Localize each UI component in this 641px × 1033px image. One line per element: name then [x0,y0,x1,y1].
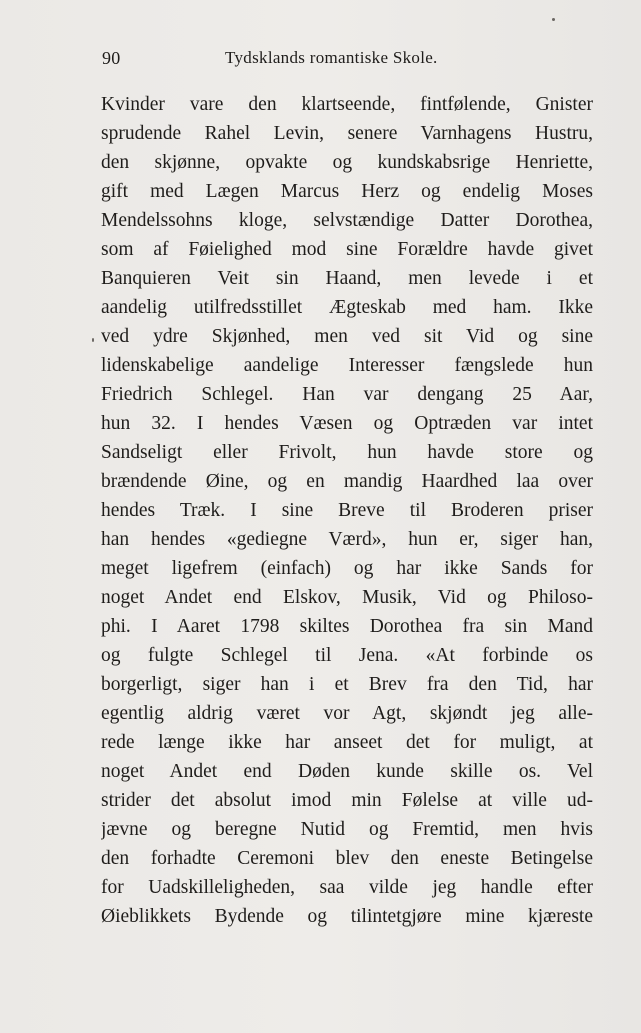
paper-speck [92,338,94,342]
text-line: hun 32. I hendes Væsen og Optræden var intet [101,413,593,435]
text-line: Sandseligt eller Frivolt, hun havde store og [101,442,593,464]
text-line: Øieblikkets Bydende og tilintetgjøre mine kjæreste [101,906,593,928]
text-line: jævne og beregne Nutid og Fremtid, men hvis [101,819,593,841]
text-line: for Uadskilleligheden, saa vilde jeg handle efter [101,877,593,899]
text-line: egentlig aldrig været vor Agt, skjøndt jeg alle- [101,703,593,725]
text-line: noget Andet end Døden kunde skille os. Vel [101,761,593,783]
text-line: Kvinder vare den klartseende, fintfølende, Gnister [101,94,593,115]
text-line: phi. I Aaret 1798 skiltes Dorothea fra sin Mand [101,616,593,638]
text-line: brændende Øine, og en mandig Haardhed laa over [101,471,593,493]
body-text [101,90,593,931]
text-line: meget ligefrem (einfach) og har ikke Sands for [101,558,593,580]
page-header [100,48,594,74]
text-line: han hendes «gediegne Værd», hun er, siger han, [101,529,593,551]
text-line: den forhadte Ceremoni blev den eneste Betingelse [101,848,593,870]
text-line: hendes Træk. I sine Breve til Broderen priser [101,500,593,522]
text-line: Mendelssohns kloge, selvstændige Datter Dorothea, [101,210,593,232]
text-line: strider det absolut imod min Følelse at ville ud- [101,790,593,812]
text-line: som af Føielighed mod sine Forældre havde givet [101,239,593,261]
text-line: lidenskabelige aandelige Interesser fængslede hun [101,355,593,377]
page-number: 90 [102,48,121,68]
text-line: sprudende Rahel Levin, senere Varnhagens Hustru, [101,123,593,145]
text-line: ved ydre Skjønhed, men ved sit Vid og sine [101,326,593,348]
text-line: aandelig utilfredsstillet Ægteskab med ham. Ikke [101,297,593,319]
text-line: borgerligt, siger han i et Brev fra den Tid, har [101,674,593,696]
running-title: Tydsklands romantiske Skole. [225,48,438,67]
text-line: rede længe ikke har anseet det for muligt, at [101,732,593,754]
text-line: den skjønne, opvakte og kundskabsrige Henriette, [101,152,593,174]
text-line: gift med Lægen Marcus Herz og endelig Moses [101,181,593,203]
text-line: Friedrich Schlegel. Han var dengang 25 Aar, [101,384,593,406]
paper-speck [552,18,555,21]
text-line: og fulgte Schlegel til Jena. «At forbinde os [101,645,593,667]
text-line: Banquieren Veit sin Haand, men levede i et [101,268,593,290]
text-line: noget Andet end Elskov, Musik, Vid og Philoso- [101,587,593,609]
